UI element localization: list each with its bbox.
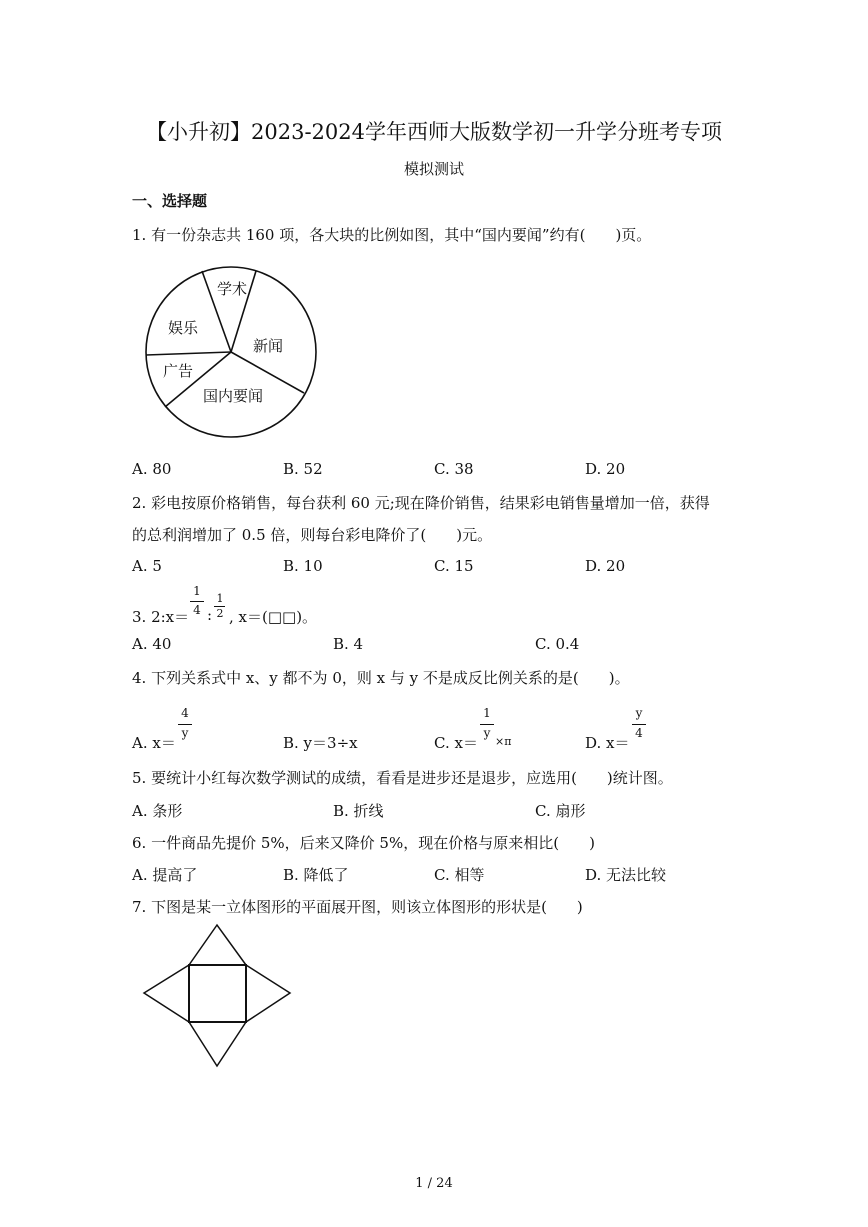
q6-option-a: A. 提高了	[132, 866, 198, 884]
q4-option-d-numerator: y	[635, 706, 643, 720]
question-2-line-2: 的总利润增加了 0.5 倍，则每台彩电降价了( )元。	[132, 526, 493, 544]
q1-option-b: B. 52	[283, 460, 323, 478]
question-4-text: 4. 下列关系式中 x、y 都不为 0，则 x 与 y 不是成反比例关系的是( )。	[132, 669, 630, 687]
q3-option-b: B. 4	[333, 635, 364, 653]
q6-option-b: B. 降低了	[283, 866, 349, 884]
q4-option-c-suffix: ×π	[495, 735, 512, 748]
q3-frac1-denominator: 4	[193, 603, 201, 617]
q3-frac2-numerator: 1	[216, 592, 224, 605]
net-diagram	[140, 920, 296, 1072]
q3-frac1-numerator: 1	[193, 584, 201, 598]
pie-label-guonei: 国内要闻	[203, 387, 264, 405]
question-1-text: 1. 有一份杂志共 160 项，各大块的比例如图，其中“国内要闻”约有( )页。	[132, 226, 652, 244]
net-triangle-right	[246, 965, 290, 1022]
pie-label-xinwen: 新闻	[253, 337, 284, 355]
question-2-line-1: 2. 彩电按原价格销售，每台获利 60 元;现在降价销售，结果彩电销售量增加一倍，获得	[132, 494, 710, 512]
pie-label-guanggao: 广告	[163, 362, 194, 380]
q3-frac2-denominator: 2	[216, 607, 224, 620]
q2-option-d: D. 20	[585, 557, 626, 575]
q4-option-d-denominator: 4	[635, 726, 643, 740]
q4-option-c-numerator: 1	[483, 706, 491, 720]
q4-option-d-bar	[632, 724, 646, 725]
q5-option-b: B. 折线	[333, 802, 384, 820]
q4-option-a-bar	[178, 724, 192, 725]
question-5-text: 5. 要统计小红每次数学测试的成绩，看看是进步还是退步，应选用( )统计图。	[132, 769, 673, 787]
q1-option-a: A. 80	[132, 460, 172, 478]
q5-option-a: A. 条形	[132, 802, 183, 820]
q3-option-a: A. 40	[132, 635, 172, 653]
question-6-text: 6. 一件商品先提价 5%，后来又降价 5%，现在价格与原来相比( )	[132, 834, 595, 852]
q5-option-c: C. 扇形	[535, 802, 586, 820]
page-subtitle: 模拟测试	[403, 160, 464, 178]
q2-option-b: B. 10	[283, 557, 323, 575]
question-3-prefix: 3. 2:x＝	[132, 608, 190, 626]
q6-option-d: D. 无法比较	[585, 866, 667, 884]
q3-colon: :	[207, 606, 213, 624]
pie-label-xueshu: 学术	[217, 280, 248, 298]
q4-option-a-prefix: A. x＝	[132, 734, 176, 752]
q6-option-c: C. 相等	[434, 866, 485, 884]
pie-label-yule: 娱乐	[168, 319, 199, 337]
section-heading: 一、选择题	[132, 192, 208, 210]
net-triangle-left	[144, 965, 189, 1022]
q4-option-c-denominator: y	[483, 726, 491, 740]
net-square-base	[189, 965, 246, 1022]
q4-option-c-bar	[480, 724, 494, 725]
pie-divider-guanggao	[146, 352, 231, 355]
q2-option-a: A. 5	[132, 557, 162, 575]
net-triangle-bottom	[189, 1022, 246, 1066]
question-3-suffix: , x＝(□□)。	[229, 608, 318, 626]
q4-option-d-prefix: D. x＝	[585, 734, 630, 752]
q3-frac1-bar	[190, 601, 204, 602]
q4-option-a-denominator: y	[181, 726, 189, 740]
q3-option-c: C. 0.4	[535, 635, 580, 653]
page-number: 1 / 24	[415, 1176, 453, 1191]
q4-option-b: B. y＝3÷x	[283, 734, 358, 752]
page-title: 【小升初】2023-2024学年西师大版数学初一升学分班考专项	[146, 120, 722, 144]
q1-option-d: D. 20	[585, 460, 626, 478]
q2-option-c: C. 15	[434, 557, 474, 575]
q4-option-a-numerator: 4	[181, 706, 189, 720]
q1-option-c: C. 38	[434, 460, 474, 478]
pie-chart	[140, 265, 320, 443]
q4-option-c-prefix: C. x＝	[434, 734, 478, 752]
question-7-text: 7. 下图是某一立体图形的平面展开图，则该立体图形的形状是( )	[132, 898, 583, 916]
net-triangle-top	[189, 925, 246, 965]
